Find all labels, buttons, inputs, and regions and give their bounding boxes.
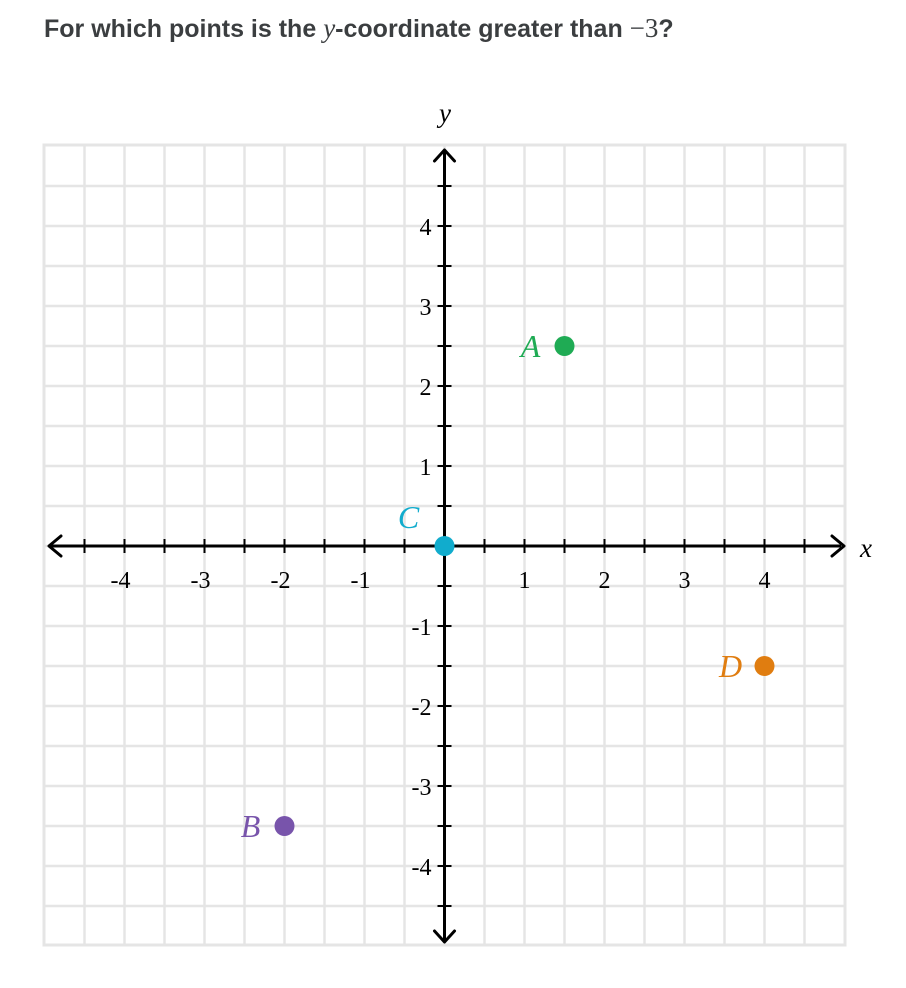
x-tick-label: -4 xyxy=(110,568,131,594)
x-tick-label: -1 xyxy=(350,568,371,594)
question-prefix: For which points is the xyxy=(44,15,324,43)
point-b-marker xyxy=(275,816,295,836)
point-a-label: A xyxy=(520,328,541,364)
x-axis-label: x xyxy=(860,533,872,563)
y-tick-label: -3 xyxy=(411,775,432,801)
x-tick-label: 1 xyxy=(518,568,531,594)
point-d-label: D xyxy=(718,648,743,684)
point-c-label: C xyxy=(397,499,420,535)
y-tick-label: 4 xyxy=(419,215,432,241)
y-tick-label: 1 xyxy=(419,455,432,481)
point-b-label: B xyxy=(240,808,261,844)
question-suffix: ? xyxy=(658,15,674,43)
y-tick-label: -4 xyxy=(411,855,432,881)
point-c-marker xyxy=(435,536,455,556)
point-d-marker xyxy=(755,656,775,676)
y-axis-label: y xyxy=(439,98,451,128)
y-tick-label: 3 xyxy=(419,295,432,321)
y-tick-label: -2 xyxy=(411,695,432,721)
x-tick-label: 4 xyxy=(758,568,771,594)
question-value: −3 xyxy=(629,13,659,43)
question-variable: y xyxy=(323,13,336,43)
y-tick-label: -1 xyxy=(411,615,432,641)
x-tick-label: 3 xyxy=(678,568,691,594)
x-tick-label: 2 xyxy=(598,568,611,594)
x-tick-label: -3 xyxy=(190,568,211,594)
y-tick-label: 2 xyxy=(419,375,432,401)
x-tick-label: -2 xyxy=(270,568,291,594)
point-a-marker xyxy=(555,336,575,356)
question-middle: -coordinate greater than xyxy=(335,15,630,43)
